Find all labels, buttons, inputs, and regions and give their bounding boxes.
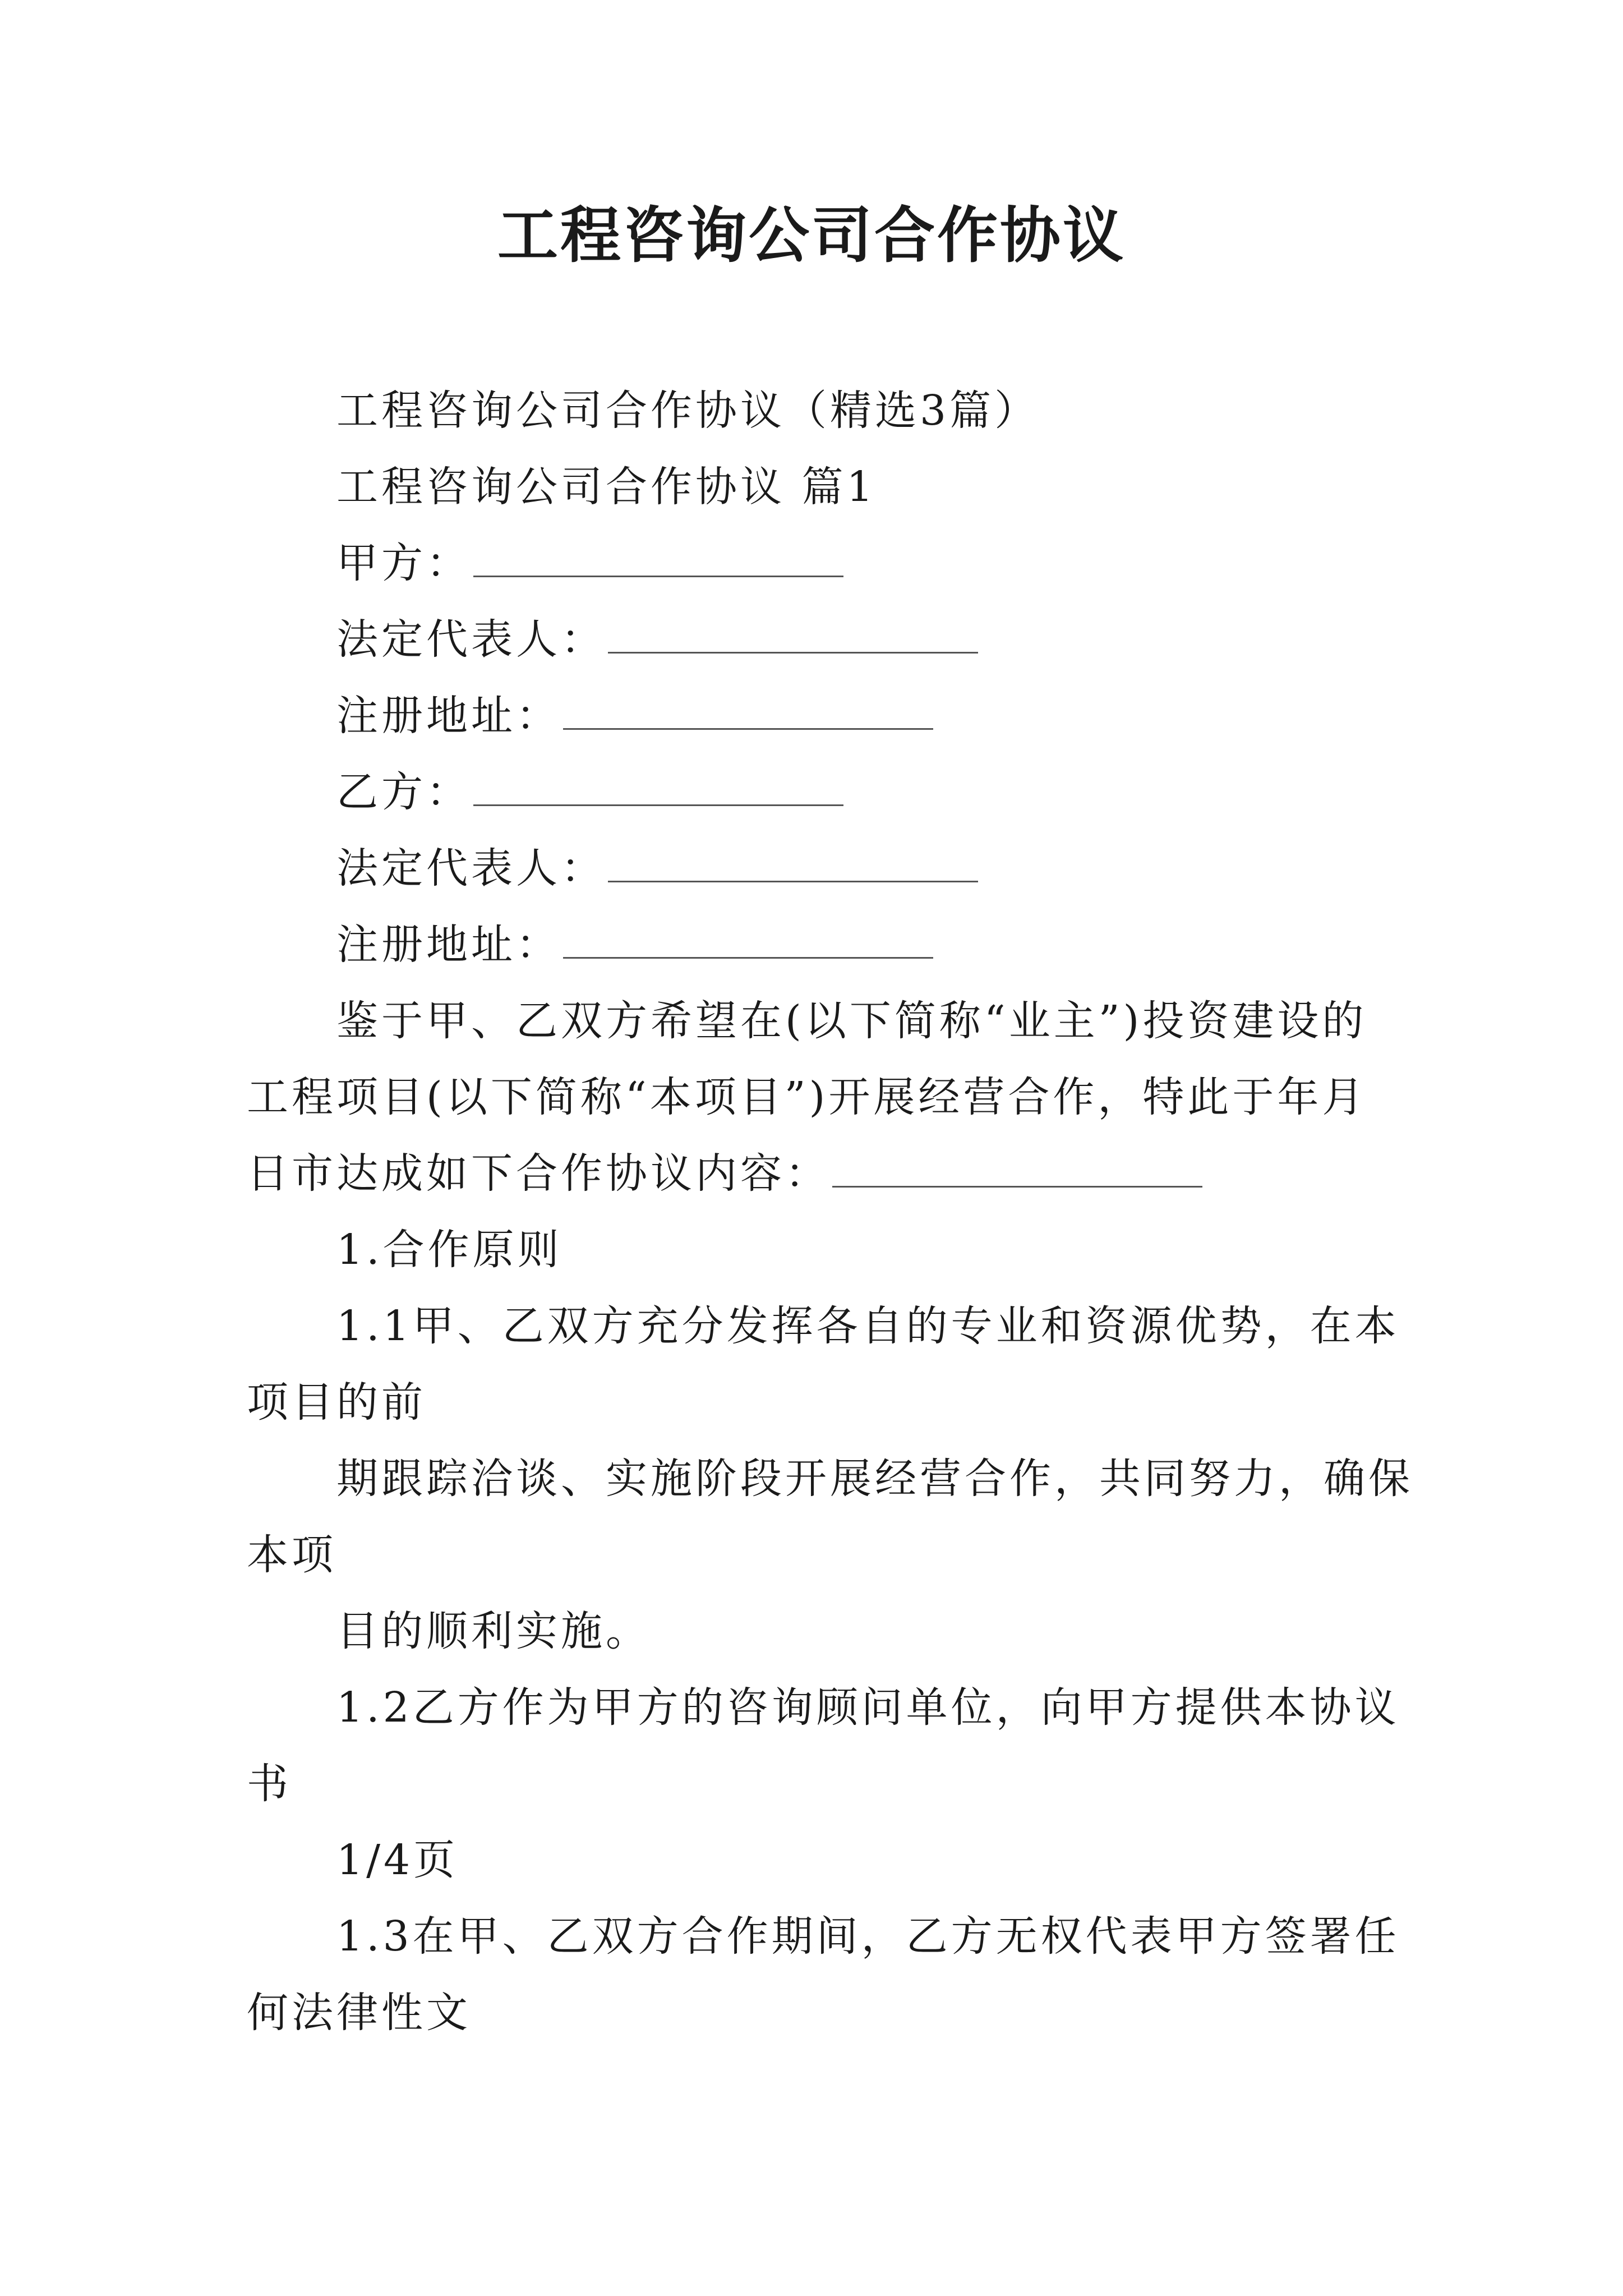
party-a-label: 甲方： bbox=[336, 539, 471, 587]
clause-1-1-cont-line-1: 期跟踪洽谈、实施阶段开展经营合作，共同努力，确保 bbox=[336, 1455, 1413, 1503]
intro-line-1: 鉴于甲、乙双方希望在(以下简称“业主”)投资建设的 bbox=[336, 997, 1367, 1045]
subtitle: 工程咨询公司合作协议（精选3篇） bbox=[336, 386, 1040, 435]
intro-line-3-text: 日市达成如下合作协议内容： bbox=[247, 1149, 830, 1198]
party-b-address-line bbox=[336, 917, 933, 973]
clause-1-2-line-1: 1.2乙方作为甲方的咨询顾问单位，向甲方提供本协议 bbox=[336, 1683, 1400, 1732]
party-b-rep-label: 法定代表人： bbox=[336, 844, 606, 892]
party-a-address-label: 注册地址： bbox=[336, 692, 561, 740]
party-a-address-line bbox=[336, 688, 933, 744]
party-b-address-blank bbox=[563, 918, 933, 959]
party-a-blank bbox=[473, 536, 843, 577]
party-b-label: 乙方： bbox=[336, 768, 471, 816]
page-marker: 1/4页 bbox=[336, 1836, 459, 1884]
party-b-rep-blank bbox=[608, 841, 978, 882]
party-b-rep-line bbox=[336, 840, 978, 896]
clause-1-3-line-1: 1.3在甲、乙双方合作期间，乙方无权代表甲方签署任 bbox=[336, 1912, 1400, 1961]
party-a-rep-blank bbox=[608, 613, 978, 654]
party-a-address-blank bbox=[563, 689, 933, 730]
section-heading: 工程咨询公司合作协议 篇1 bbox=[336, 463, 877, 511]
document-title: 工程咨询公司合作协议 bbox=[497, 200, 1126, 271]
clause-1-heading: 1.合作原则 bbox=[336, 1226, 562, 1274]
intro-line-2: 工程项目(以下简称“本项目”)开展经营合作，特此于年月 bbox=[247, 1073, 1367, 1121]
clause-1-3-line-2: 何法律性文 bbox=[247, 1989, 471, 2037]
party-b-address-label: 注册地址： bbox=[336, 921, 561, 969]
clause-1-1-end: 目的顺利实施。 bbox=[336, 1607, 651, 1655]
party-a-line bbox=[336, 535, 843, 591]
clause-1-1-line-1: 1.1甲、乙双方充分发挥各自的专业和资源优势，在本 bbox=[336, 1302, 1400, 1350]
clause-1-2-line-2: 书 bbox=[247, 1760, 292, 1808]
intro-line-3 bbox=[247, 1145, 1202, 1202]
party-a-rep-label: 法定代表人： bbox=[336, 615, 606, 664]
party-b-blank bbox=[473, 765, 843, 806]
party-b-line bbox=[336, 764, 843, 820]
intro-blank bbox=[832, 1147, 1202, 1188]
clause-1-1-cont-line-2: 本项 bbox=[247, 1531, 336, 1579]
clause-1-1-line-2: 项目的前 bbox=[247, 1378, 426, 1427]
party-a-rep-line bbox=[336, 611, 978, 668]
